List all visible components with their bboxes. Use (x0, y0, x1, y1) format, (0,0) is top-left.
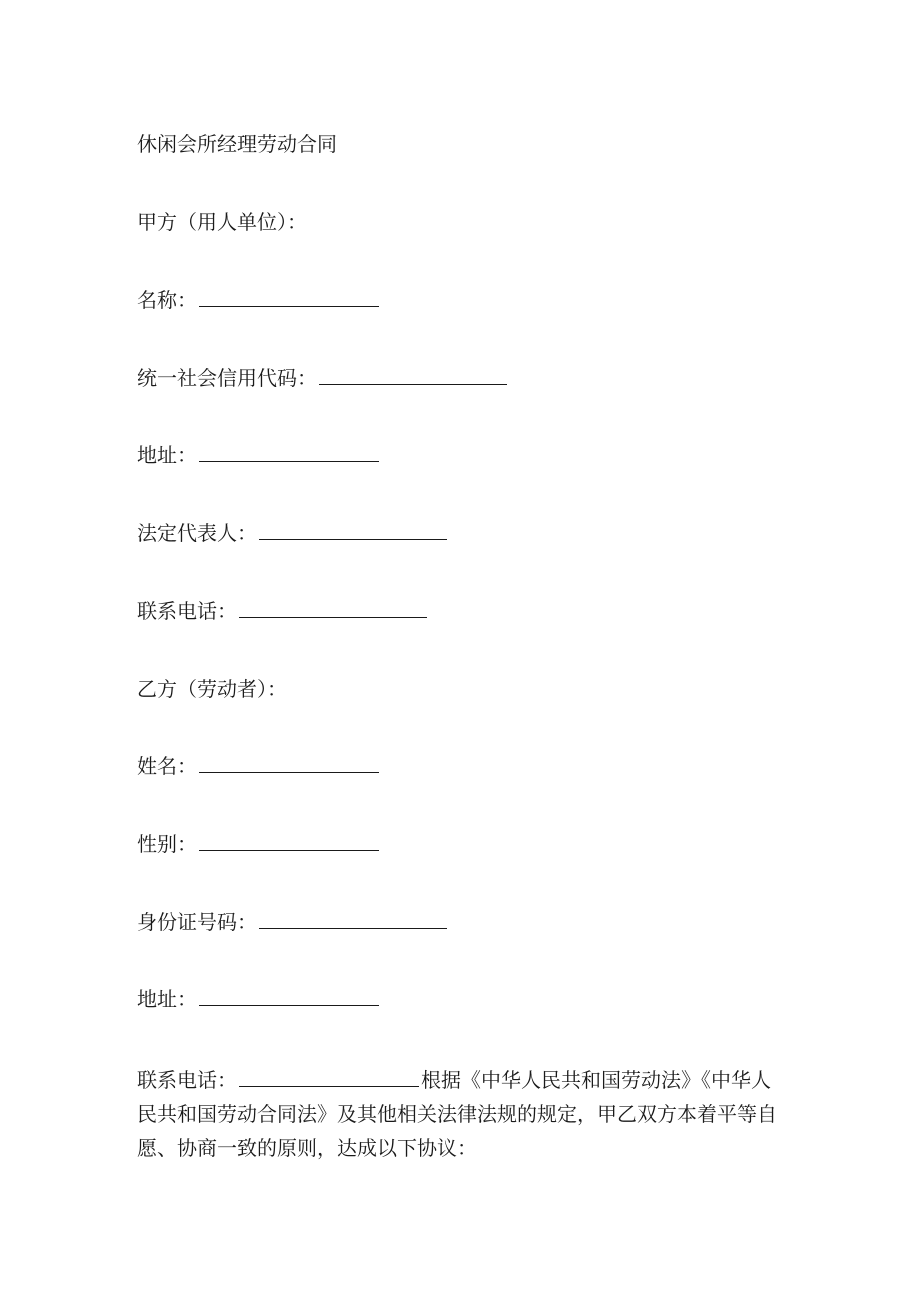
party-a-name-blank[interactable] (199, 288, 379, 307)
party-a-credit-code-blank[interactable] (319, 366, 507, 385)
party-a-phone-row (137, 597, 427, 625)
document-title: 休闲会所经理劳动合同 (137, 132, 337, 156)
party-b-address-blank[interactable] (199, 987, 379, 1006)
party-b-name-row (137, 752, 379, 780)
party-a-legal-rep-row (137, 519, 447, 547)
party-b-heading: 乙方（劳动者）： (137, 677, 287, 701)
party-a-credit-code-label: 统一社会信用代码： (137, 366, 317, 390)
party-b-id-blank[interactable] (259, 910, 447, 929)
party-b-id-row (137, 908, 447, 936)
party-a-name-label: 名称： (137, 288, 197, 312)
party-a-phone-label: 联系电话： (137, 599, 237, 623)
party-b-phone-and-preamble (137, 1063, 787, 1165)
party-a-address-label: 地址： (137, 443, 197, 467)
party-b-gender-label: 性别： (137, 832, 197, 856)
party-b-address-label: 地址： (137, 987, 197, 1011)
party-a-name-row (137, 286, 379, 314)
party-a-credit-code-row (137, 364, 507, 392)
party-a-heading: 甲方（用人单位）： (137, 210, 307, 234)
contract-preamble: 根据《中华人民共和国劳动法》《中华人民共和国劳动合同法》及其他相关法律法规的规定，甲乙双方本着平等自愿、协商一致的原则，达成以下协议： (137, 1068, 777, 1160)
party-b-address-row (137, 985, 379, 1013)
party-b-gender-row (137, 830, 379, 858)
party-a-legal-rep-blank[interactable] (259, 521, 447, 540)
party-b-phone-label: 联系电话： (137, 1068, 237, 1092)
party-a-phone-blank[interactable] (239, 599, 427, 618)
party-b-phone-blank[interactable] (239, 1068, 419, 1087)
party-b-name-label: 姓名： (137, 754, 197, 778)
party-b-gender-blank[interactable] (199, 832, 379, 851)
party-a-address-blank[interactable] (199, 443, 379, 462)
party-b-id-label: 身份证号码： (137, 910, 257, 934)
party-b-name-blank[interactable] (199, 754, 379, 773)
party-a-address-row (137, 441, 379, 469)
party-a-legal-rep-label: 法定代表人： (137, 521, 257, 545)
